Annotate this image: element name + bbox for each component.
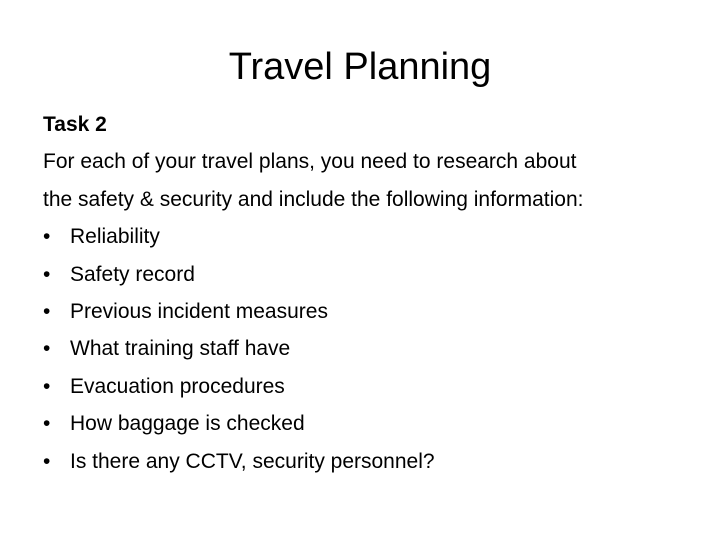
list-item-text: Evacuation procedures bbox=[70, 374, 285, 398]
list-item-text: Safety record bbox=[70, 262, 195, 286]
list-item bbox=[43, 405, 683, 442]
slide-title: Travel Planning bbox=[228, 46, 492, 88]
bullet-icon: • bbox=[43, 374, 51, 398]
bullet-icon: • bbox=[43, 337, 51, 361]
list-item bbox=[43, 293, 683, 330]
list-item bbox=[43, 218, 683, 255]
list-item-text: Is there any CCTV, security personnel? bbox=[70, 449, 435, 473]
list-item bbox=[43, 330, 683, 367]
bullet-icon: • bbox=[43, 300, 51, 324]
bullet-icon: • bbox=[43, 225, 51, 249]
list-item bbox=[43, 443, 683, 480]
list-item bbox=[43, 256, 683, 293]
intro-text-line-2: the safety & security and include the following information: bbox=[43, 187, 584, 211]
slide-body bbox=[43, 106, 683, 480]
requirements-list bbox=[43, 218, 683, 480]
list-item-text: What training staff have bbox=[70, 337, 291, 361]
task-heading: Task 2 bbox=[43, 113, 107, 136]
intro-text-line-1: For each of your travel plans, you need to research about bbox=[43, 150, 577, 174]
bullet-icon: • bbox=[43, 412, 51, 436]
list-item-text: How baggage is checked bbox=[70, 412, 305, 436]
list-item bbox=[43, 368, 683, 405]
bullet-icon: • bbox=[43, 449, 51, 473]
list-item-text: Reliability bbox=[70, 225, 160, 249]
bullet-icon: • bbox=[43, 262, 51, 286]
list-item-text: Previous incident measures bbox=[70, 300, 328, 324]
